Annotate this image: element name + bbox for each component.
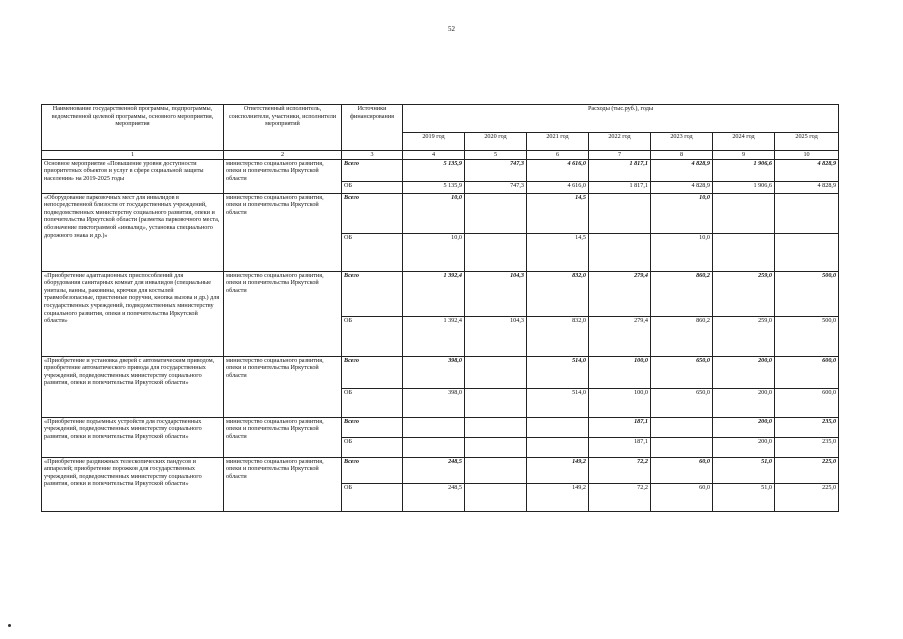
total-value: 600,0	[775, 356, 839, 388]
ob-value: 187,1	[589, 437, 651, 457]
table-row	[42, 356, 839, 388]
column-number: 5	[465, 151, 527, 160]
total-value: 398,0	[403, 356, 465, 388]
header-name: Наименование государственной программы, подпрограммы, ведомственной целевой программы, основного мероприятия, мероприятия	[42, 105, 224, 151]
header-year: 2021 год	[527, 133, 589, 151]
measure-name: «Приобретение подъемных устройств для государственных учреждений, подведомственных министерству социального развития, опеки и попечительства Иркутской области»	[42, 417, 224, 457]
table-row	[42, 457, 839, 483]
ob-value: 4 616,0	[527, 181, 589, 193]
expenses-table	[41, 104, 839, 512]
source-ob: ОБ	[342, 181, 403, 193]
total-value: 200,0	[713, 356, 775, 388]
ob-value: 200,0	[713, 388, 775, 417]
ob-value: 235,0	[775, 437, 839, 457]
measure-name: «Приобретение раздвижных телескопических пандусов и аппарелей; приобретение порожков для государственных учреждений, подведомственных министерству социального развития, опеки и попечительства Иркутской области»	[42, 457, 224, 511]
measure-name: «Оборудование парковочных мест для инвалидов в непосредственной близости от государственных учреждений, подведомственных министерству социального развития, опеки и попечительства Иркутской области (разметка парковочного места, обозначение пиктограммой «инвалид», установка специального дорожного знака и др.)»	[42, 193, 224, 271]
header-year: 2019 год	[403, 133, 465, 151]
column-number: 4	[403, 151, 465, 160]
source-ob: ОБ	[342, 316, 403, 356]
table-row	[42, 271, 839, 316]
measure-name: «Приобретение адаптационных приспособлений для оборудования санитарных комнат для инвалидов (специальные унитазы, ванны, раковины, крючки для костылей травмобезопасные, пристенные поручни, кнопка вызова и др.) для государственных учреждений, подведомственных министерству социального развития, опеки и попечительства Иркутской области»	[42, 271, 224, 356]
ob-value: 259,0	[713, 316, 775, 356]
ob-value: 149,2	[527, 483, 589, 511]
source-ob: ОБ	[342, 233, 403, 271]
source-ob: ОБ	[342, 483, 403, 511]
total-value: 1 392,4	[403, 271, 465, 316]
ob-value: 4 828,9	[651, 181, 713, 193]
ob-value	[651, 437, 713, 457]
scan-mark	[8, 624, 11, 627]
total-value: 4 616,0	[527, 159, 589, 181]
table-row	[42, 417, 839, 437]
header-expenses: Расходы (тыс.руб.), годы	[403, 105, 839, 133]
header-executor: Ответственный исполнитель, соисполнители, участники, исполнители мероприятий	[224, 105, 342, 151]
total-value: 60,0	[651, 457, 713, 483]
total-value: 259,0	[713, 271, 775, 316]
total-value: 200,0	[713, 417, 775, 437]
total-value: 14,5	[527, 193, 589, 233]
ob-value: 832,0	[527, 316, 589, 356]
executor: министерство социального развития, опеки и попечительства Иркутской области	[224, 356, 342, 417]
ob-value	[465, 483, 527, 511]
ob-value	[713, 233, 775, 271]
header-source: Источники финансирования	[342, 105, 403, 151]
source-ob: ОБ	[342, 437, 403, 457]
total-value: 1 906,6	[713, 159, 775, 181]
total-value	[465, 457, 527, 483]
total-value: 225,0	[775, 457, 839, 483]
total-value	[465, 193, 527, 233]
total-value: 248,5	[403, 457, 465, 483]
total-value: 5 135,9	[403, 159, 465, 181]
ob-value: 1 392,4	[403, 316, 465, 356]
ob-value: 500,0	[775, 316, 839, 356]
total-value	[651, 417, 713, 437]
total-value: 279,4	[589, 271, 651, 316]
column-number: 2	[224, 151, 342, 160]
ob-value: 14,5	[527, 233, 589, 271]
ob-value	[465, 437, 527, 457]
column-number: 3	[342, 151, 403, 160]
ob-value: 200,0	[713, 437, 775, 457]
ob-value: 860,2	[651, 316, 713, 356]
ob-value	[465, 388, 527, 417]
ob-value: 100,0	[589, 388, 651, 417]
total-value: 72,2	[589, 457, 651, 483]
ob-value: 225,0	[775, 483, 839, 511]
executor: министерство социального развития, опеки и попечительства Иркутской области	[224, 457, 342, 511]
header-year: 2024 год	[713, 133, 775, 151]
column-number: 8	[651, 151, 713, 160]
ob-value: 514,0	[527, 388, 589, 417]
header-year: 2023 год	[651, 133, 713, 151]
total-value: 500,0	[775, 271, 839, 316]
ob-value: 600,0	[775, 388, 839, 417]
ob-value	[403, 437, 465, 457]
source-total: Всего	[342, 159, 403, 181]
ob-value: 650,0	[651, 388, 713, 417]
executor: министерство социального развития, опеки и попечительства Иркутской области	[224, 271, 342, 356]
total-value	[589, 193, 651, 233]
ob-value: 51,0	[713, 483, 775, 511]
total-value: 187,1	[589, 417, 651, 437]
ob-value	[775, 233, 839, 271]
measure-name: Основное мероприятие «Повышение уровня доступности приоритетных объектов и услуг в сфере социальной защиты населения» на 2019-2025 годы	[42, 159, 224, 193]
total-value: 10,0	[651, 193, 713, 233]
column-number: 9	[713, 151, 775, 160]
ob-value: 279,4	[589, 316, 651, 356]
total-value: 4 828,9	[651, 159, 713, 181]
executor: министерство социального развития, опеки и попечительства Иркутской области	[224, 417, 342, 457]
total-value: 747,3	[465, 159, 527, 181]
ob-value: 398,0	[403, 388, 465, 417]
total-value: 10,0	[403, 193, 465, 233]
source-total: Всего	[342, 356, 403, 388]
total-value: 100,0	[589, 356, 651, 388]
total-value	[775, 193, 839, 233]
ob-value: 10,0	[651, 233, 713, 271]
header-year: 2025 год	[775, 133, 839, 151]
executor: министерство социального развития, опеки и попечительства Иркутской области	[224, 193, 342, 271]
total-value: 4 828,9	[775, 159, 839, 181]
ob-value: 60,0	[651, 483, 713, 511]
total-value	[465, 356, 527, 388]
ob-value: 72,2	[589, 483, 651, 511]
table-row	[42, 159, 839, 181]
ob-value: 10,0	[403, 233, 465, 271]
column-number: 6	[527, 151, 589, 160]
total-value: 514,0	[527, 356, 589, 388]
total-value	[527, 417, 589, 437]
total-value: 832,0	[527, 271, 589, 316]
source-total: Всего	[342, 193, 403, 233]
total-value	[713, 193, 775, 233]
column-number: 1	[42, 151, 224, 160]
total-value: 51,0	[713, 457, 775, 483]
total-value: 650,0	[651, 356, 713, 388]
header-year: 2020 год	[465, 133, 527, 151]
ob-value: 4 828,9	[775, 181, 839, 193]
source-total: Всего	[342, 417, 403, 437]
total-value: 104,3	[465, 271, 527, 316]
source-total: Всего	[342, 457, 403, 483]
ob-value	[527, 437, 589, 457]
total-value: 860,2	[651, 271, 713, 316]
table-row	[42, 193, 839, 233]
ob-value: 1 906,6	[713, 181, 775, 193]
ob-value: 104,3	[465, 316, 527, 356]
column-number: 10	[775, 151, 839, 160]
ob-value: 747,3	[465, 181, 527, 193]
source-ob: ОБ	[342, 388, 403, 417]
total-value: 1 817,1	[589, 159, 651, 181]
column-number: 7	[589, 151, 651, 160]
page-number: 52	[448, 25, 455, 33]
ob-value: 1 817,1	[589, 181, 651, 193]
total-value	[403, 417, 465, 437]
header-year: 2022 год	[589, 133, 651, 151]
total-value: 149,2	[527, 457, 589, 483]
total-value	[465, 417, 527, 437]
ob-value: 5 135,9	[403, 181, 465, 193]
ob-value	[465, 233, 527, 271]
ob-value: 248,5	[403, 483, 465, 511]
ob-value	[589, 233, 651, 271]
source-total: Всего	[342, 271, 403, 316]
total-value: 235,0	[775, 417, 839, 437]
executor: министерство социального развития, опеки и попечительства Иркутской области	[224, 159, 342, 193]
measure-name: «Приобретение и установка дверей с автоматическим приводом, приобретение автоматического привода для государственных учреждений, подведомственных министерству социального развития, опеки и попечительства Иркутской области»	[42, 356, 224, 417]
